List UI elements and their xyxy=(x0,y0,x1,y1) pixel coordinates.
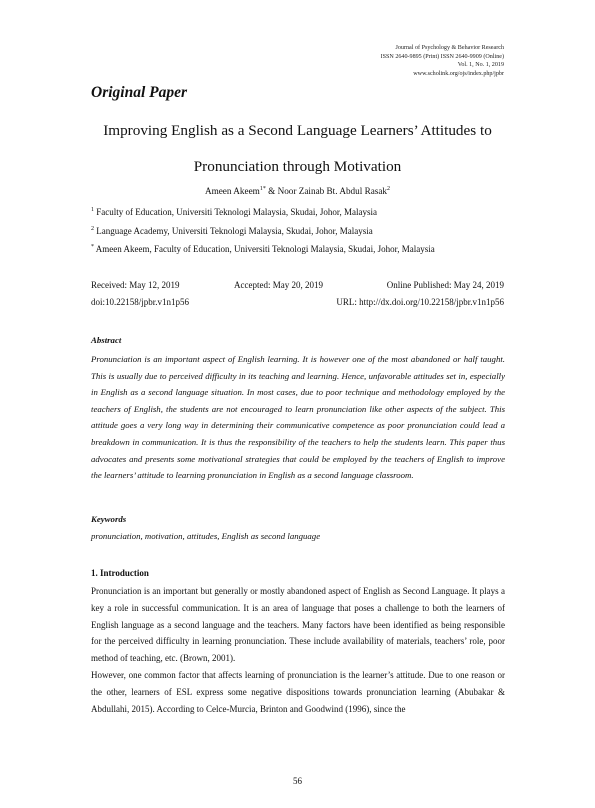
paper-type: Original Paper xyxy=(91,84,188,101)
author-2: Noor Zainab Bt. Abdul Rasak xyxy=(277,186,388,197)
journal-volume: Vol. 1, No. 1, 2019 xyxy=(457,62,504,69)
affiliation-text: Ameen Akeem, Faculty of Education, Universiti Teknologi Malaysia, Skudai, Johor, Malaysia xyxy=(95,244,435,254)
page-number: 56 xyxy=(293,776,302,786)
doi-text: doi:10.22158/jpbr.v1n1p56 xyxy=(91,297,190,307)
keywords-heading: Keywords xyxy=(91,514,127,524)
received-date: Received: May 12, 2019 xyxy=(91,280,180,290)
abstract-heading: Abstract xyxy=(91,335,122,345)
affiliation-mark: 1 xyxy=(91,207,94,213)
section-heading-introduction: 1. Introduction xyxy=(91,568,149,578)
keywords-text: pronunciation, motivation, attitudes, English as second language xyxy=(91,531,321,541)
journal-issn: ISSN 2640-9895 (Print) ISSN 2640-9909 (Online) xyxy=(380,53,504,60)
affiliation-text: Faculty of Education, Universiti Teknologi Malaysia, Skudai, Johor, Malaysia xyxy=(96,207,378,217)
author-1: Ameen Akeem xyxy=(204,186,260,197)
affiliation-text: Language Academy, Universiti Teknologi Malaysia, Skudai, Johor, Malaysia xyxy=(96,226,373,236)
journal-name: Journal of Psychology & Behavior Research xyxy=(395,45,504,51)
accepted-date: Accepted: May 20, 2019 xyxy=(234,280,323,290)
paper-title-line-1: Improving English as a Second Language Learners’ Attitudes to xyxy=(103,122,492,139)
author-2-mark: 2 xyxy=(387,186,391,192)
affiliation-2 xyxy=(91,226,373,236)
journal-url: www.scholink.org/ojs/index.php/jpbr xyxy=(413,70,504,77)
affiliation-1 xyxy=(91,207,377,217)
affiliation-mark: * xyxy=(91,244,94,250)
affiliation-mark: 2 xyxy=(91,226,94,232)
author-1-mark: 1* xyxy=(259,186,266,192)
body-paragraph: Pronunciation is an important but generally or mostly abandoned aspect of English as Second Language. It plays a key a role in successful communication. It is an area of language that poses a challenge to both the learners of English language as a second language and the teachers. Many factors have been identified as being responsible for the perceived difficulty in learning pronunciation. These include availability of materials, teachers’ role, poor method of teaching, etc. (Brown, 2001). xyxy=(91,586,505,664)
abstract-text: Pronunciation is an important aspect of English learning. It is however one of the most abandoned or half taught. This is usually due to perceived difficulty in its teaching and learning. Hence, unfavorable attitudes set in, especially in English as a second language situation. In most cases, due to poor technique and methodology employed by the teachers of English, the students are not encouraged to learn pronunciation like other aspects of the subject. This attitude goes a very long way in determining their communicative competence as poor pronunciation could lead a breakdown in communication. It is thus the responsibility of the teachers to help the students learn. This paper thus advocates and presents some motivational strategies that could be employed by the teachers of English to improve the learners’ attitude to learning pronunciation in English as a second language classroom. xyxy=(91,354,505,481)
introduction-body xyxy=(91,583,505,717)
author-list xyxy=(70,186,525,196)
affiliation-corresponding xyxy=(91,244,435,254)
body-paragraph: However, one common factor that affects learning of pronunciation is the learner’s attitude. Due to one reason or the other, learners of ESL express some negative dispositions towards pronunciation learning (Abubakar & Abdullahi, 2015). According to Celce-Murcia, Brinton and Goodwind (1996), since the xyxy=(91,669,505,714)
journal-header xyxy=(381,44,504,78)
author-separator: & xyxy=(265,186,278,197)
doi-url-link[interactable]: URL: http://dx.doi.org/10.22158/jpbr.v1n1p56 xyxy=(336,297,504,307)
paper-title-line-2: Pronunciation through Motivation xyxy=(193,158,402,175)
published-date: Online Published: May 24, 2019 xyxy=(386,280,504,290)
